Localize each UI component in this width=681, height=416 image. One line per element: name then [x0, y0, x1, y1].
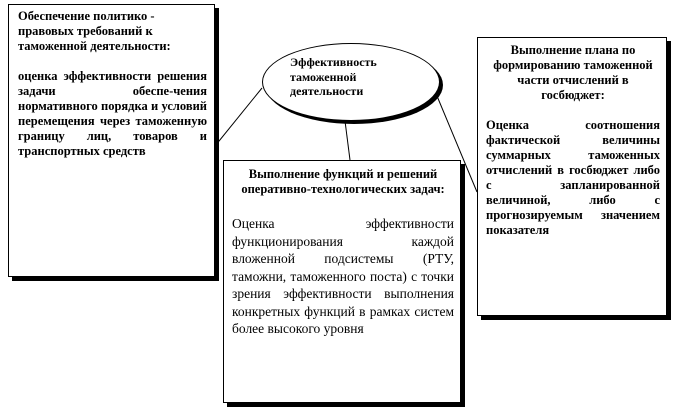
budget-plan-title: Выполнение плана по формированию таможенной части отчислений в госбюджет: [493, 43, 653, 102]
budget-plan-box [477, 37, 667, 316]
budget-plan-text: Оценка соотношения фактической величины суммарных таможенных отчислений в госбюджет либо с запланированной величиной, либо с прогнозируемым значением показателя [486, 118, 660, 237]
center-ellipse-label: Эффективность таможенной деятельности [290, 55, 377, 98]
political-legal-requirements-title: Обеспечение политико - правовых требований к таможенной деятельности: [18, 9, 171, 53]
operational-tasks-box [223, 160, 461, 403]
spacer [18, 54, 207, 69]
spacer [232, 197, 454, 215]
political-legal-requirements-box [8, 4, 215, 277]
operational-tasks-title: Выполнение функций и решений оперативно-технологических задач: [241, 167, 445, 196]
connector-center-left [215, 88, 262, 146]
connector-center-middle [345, 121, 350, 160]
operational-tasks-text: Оценка эффективности функционирования каждой вложенной подсистемы (РТУ, таможни, таможенного поста) с точки зрения эффективности выполнения конкретных функций в рамках систем более высокого уровня [232, 216, 454, 336]
political-legal-requirements-text: оценка эффективности решения задачи обеспе-чения нормативного порядка и условий перемещения через таможенную границу лиц, товаров и транспортных средств [18, 69, 207, 158]
spacer [486, 103, 660, 118]
